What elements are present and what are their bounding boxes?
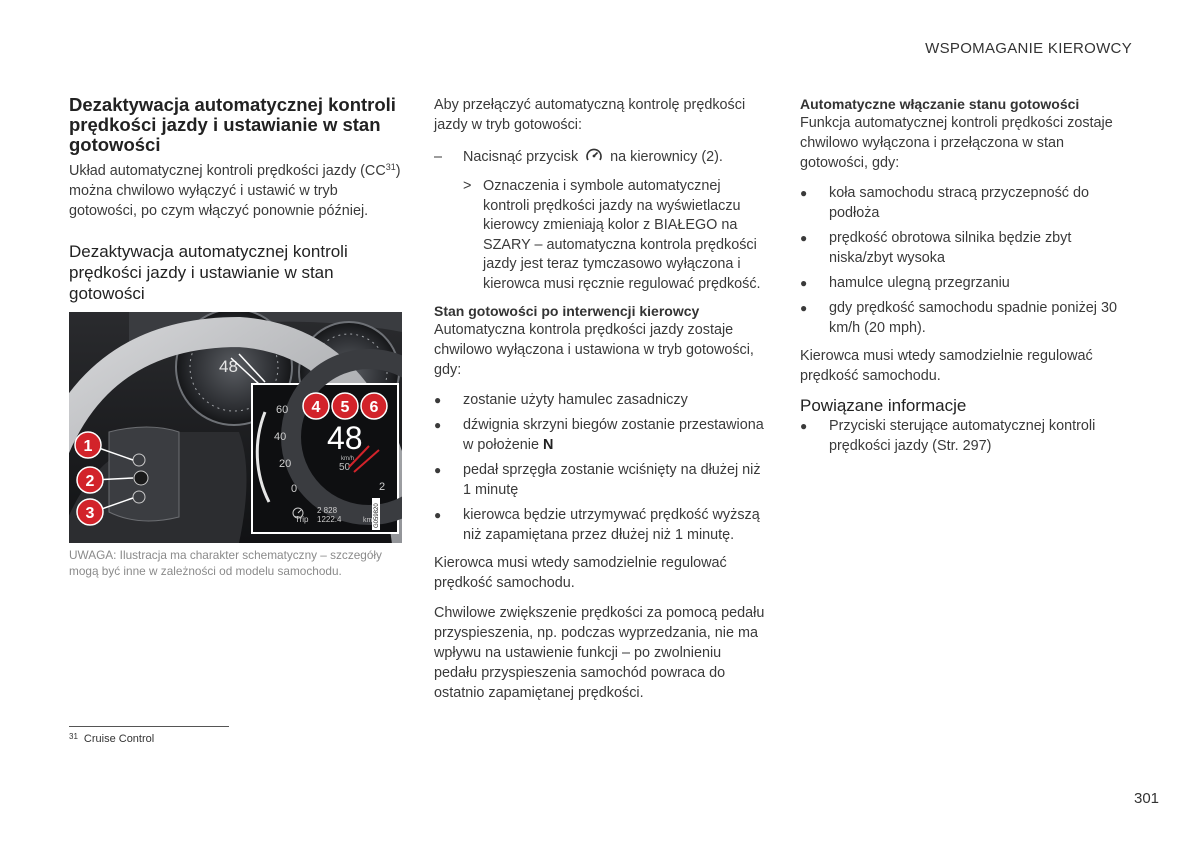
callout-1 [75, 432, 101, 458]
trip-value: 1222.4 [317, 515, 342, 524]
list-item: ● zostanie użyty hamulec zasadniczy [434, 392, 688, 408]
callout-6 [361, 393, 387, 419]
scale-label-40: 40 [274, 431, 287, 443]
auto-standby-heading: Automatyczne włączanie stanu gotowości [800, 96, 1080, 112]
section-header: WSPOMAGANIE KIEROWCY [925, 40, 1132, 57]
dashboard-illustration [69, 312, 402, 543]
svg-text:1: 1 [83, 438, 93, 455]
list-item: ● gdy prędkość samochodu spadnie poniżej 30 km/h (20 mph). [800, 300, 1118, 336]
small-gear-readout: 5 [343, 360, 351, 376]
result-marker: > [463, 178, 472, 194]
cruise-standby-icon [585, 147, 603, 171]
speed-unit: km/h [341, 456, 355, 462]
figure-caption: UWAGA: Ilustracja ma charakter schematyczny – szczegóły mogą być inne w zależności od modelu samochodu. [69, 548, 382, 578]
list-item: ● hamulce ulegną przegrzaniu [800, 275, 1010, 291]
page-number: 301 [1134, 790, 1160, 807]
edge-digit: 2 [379, 481, 386, 493]
callout-2 [77, 467, 103, 493]
intro-paragraph [69, 161, 402, 221]
figure-code: G059820 [374, 503, 380, 528]
scale-label-20: 20 [279, 458, 292, 470]
auto-standby-after: Kierowca musi wtedy samodzielnie regulować prędkość samochodu. [800, 348, 1093, 384]
list-item: ● kierowca będzie utrzymywać prędkość wyższą niż zapamiętana przez dłużej niż 1 minutę. [434, 507, 760, 543]
list-item: ● koła samochodu stracą przyczepność do podłoża [800, 185, 1089, 221]
auto-standby-list [800, 183, 1132, 338]
svg-text:3: 3 [85, 505, 95, 522]
big-speed-readout: 48 [327, 420, 363, 456]
step-marker: – [434, 149, 443, 165]
procedure-result [463, 177, 768, 294]
step-text-b: na kierownicy (2). [610, 149, 723, 165]
footnote [69, 733, 154, 745]
small-speed-readout: 48 [219, 357, 238, 376]
footnote-divider [69, 726, 229, 727]
list-item: ● dźwignia skrzyni biegów zostanie przestawiona w położenie N [434, 417, 764, 453]
auto-standby-text: Funkcja automatycznej kontroli prędkości zostaje chwilowo wyłączona i przełączona w stan gotowości, gdy: [800, 115, 1113, 171]
odometer: 2 828 [317, 506, 338, 515]
intro-text-b: ) można chwilowo wyłączyć i ustawić w tryb gotowości, po czym włączyć ponownie później. [69, 163, 401, 219]
svg-text:4: 4 [311, 399, 321, 416]
column-2 [434, 95, 768, 713]
driver-intervention-heading: Stan gotowości po interwencji kierowcy [434, 303, 700, 319]
column-3 [800, 95, 1132, 464]
driver-intervention-text: Automatyczna kontrola prędkości jazdy zostaje chwilowo wyłączona i ustawiona w tryb gotowości, gdy: [434, 322, 754, 378]
footnote-ref[interactable]: 31 [385, 162, 396, 172]
list-item: ● pedał sprzęgła zostanie wciśnięty na dłużej niż 1 minutę [434, 462, 761, 498]
dashboard-figure [69, 312, 402, 543]
callout-3 [77, 499, 103, 525]
gear-n-label: N [543, 437, 554, 453]
related-info-list [800, 416, 1132, 456]
svg-text:2: 2 [85, 473, 95, 490]
section-subtitle: Dezaktywacja automatycznej kontroli prędkości jazdy i ustawianie w stan gotowości [69, 242, 348, 303]
trip-label: Trip [295, 515, 309, 524]
scale-label-0: 0 [291, 483, 298, 495]
callout-4 [303, 393, 329, 419]
list-item: ● prędkość obrotowa silnika będzie zbyt niska/zbyt wysoka [800, 230, 1072, 266]
procedure-intro: Aby przełączyć automatyczną kontrolę prędkości jazdy w tryb gotowości: [434, 97, 746, 133]
intervention-list [434, 390, 768, 545]
step-text-a: Nacisnąć przycisk [463, 149, 579, 165]
after-paragraph-1: Kierowca musi wtedy samodzielnie regulować prędkość samochodu. [434, 555, 727, 591]
trip-unit: km [363, 517, 373, 524]
column-1 [69, 95, 402, 579]
intro-text-a: Układ automatycznej kontroli prędkości jazdy (CC [69, 163, 386, 179]
svg-text:6: 6 [369, 399, 379, 416]
main-title: Dezaktywacja automatycznej kontroli prędkości jazdy i ustawianie w stan gotowości [69, 94, 396, 155]
svg-text:5: 5 [340, 399, 350, 416]
scale-label-60: 60 [276, 404, 289, 416]
step-text [463, 147, 723, 171]
related-info-heading: Powiązane informacje [800, 396, 967, 415]
set-speed-readout: 50 [339, 462, 351, 473]
result-text: Oznaczenia i symbole automatycznej kontroli prędkości jazdy na wyświetlaczu kierowcy zmieniają kolor z BIAŁEGO na SZARY – automatyczna kontrola prędkości jazdy jest teraz tymczasowo wyłączona i kierowca musi ręcznie regulować prędkość. [483, 178, 761, 292]
after-paragraph-2: Chwilowe zwiększenie prędkości za pomocą pedału przyspieszenia, np. podczas wyprzedzania, nie ma wpływu na ustawienie funkcji – po zwolnieniu pedału przyspieszenia samochód powraca do ostatnio zapamiętanej prędkości. [434, 605, 765, 701]
callout-5 [332, 393, 358, 419]
footnote-text: Cruise Control [83, 733, 155, 745]
procedure-step [434, 147, 768, 171]
related-link[interactable]: ● Przyciski sterujące automatycznej kontroli prędkości jazdy (Str. 297) [800, 418, 1096, 454]
footnote-number: 31 [69, 732, 78, 741]
